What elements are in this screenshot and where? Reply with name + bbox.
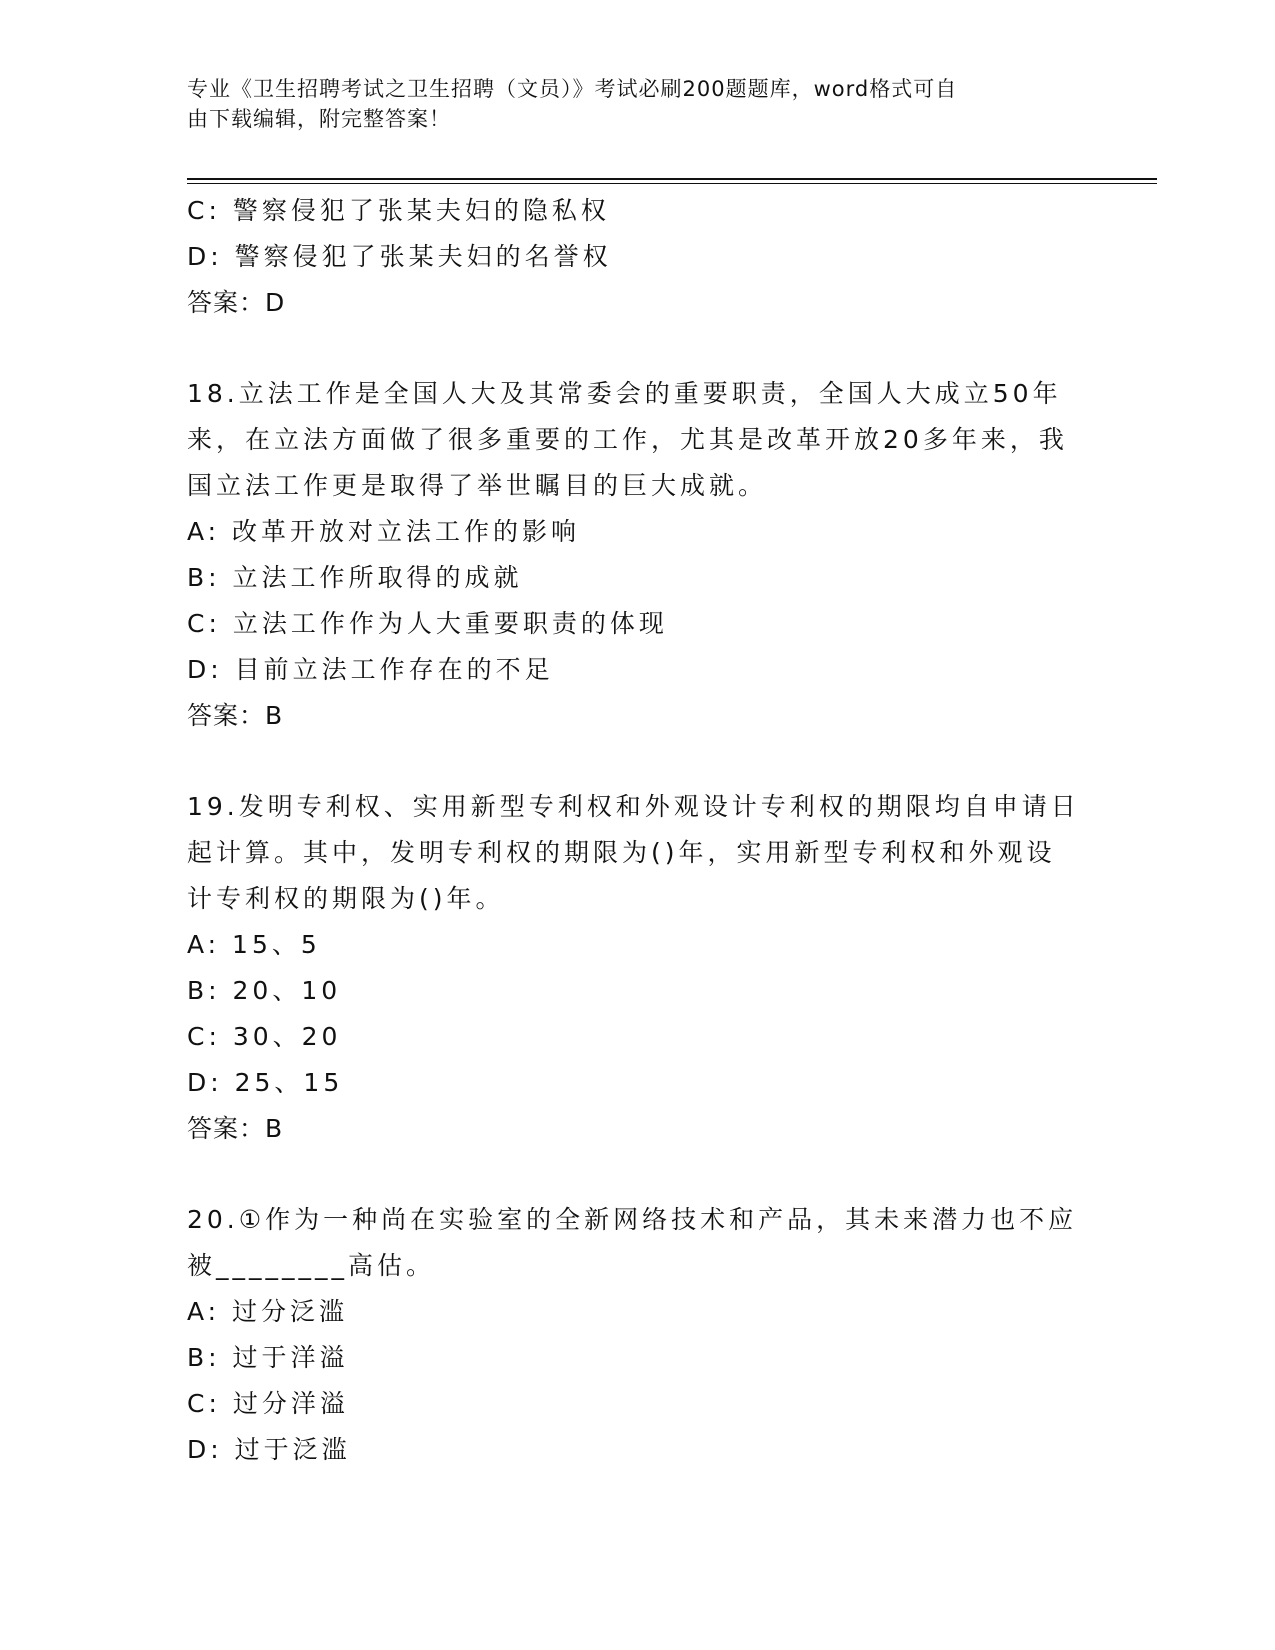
- question-19: [187, 784, 1087, 1152]
- question-gap: [187, 326, 1087, 371]
- option-c: C: 立法工作作为人大重要职责的体现: [187, 609, 668, 638]
- question-stem-line: 被________高估。: [187, 1251, 436, 1280]
- question-18: [187, 371, 1087, 739]
- option-d: D: 目前立法工作存在的不足: [187, 655, 554, 684]
- option-b: B: 立法工作所取得的成就: [187, 563, 523, 592]
- question-stem-line: 起计算。其中，发明专利权的期限为()年，实用新型专利权和外观设: [187, 838, 1056, 867]
- answer: 答案：D: [187, 288, 286, 317]
- header-rule-thick: [187, 178, 1157, 180]
- question-gap: [187, 739, 1087, 784]
- option-c: C: 警察侵犯了张某夫妇的隐私权: [187, 196, 610, 225]
- option-d: D: 警察侵犯了张某夫妇的名誉权: [187, 242, 612, 271]
- option-a: A: 过分泛滥: [187, 1297, 349, 1326]
- option-b: B: 过于洋溢: [187, 1343, 349, 1372]
- question-stem-line: 国立法工作更是取得了举世瞩目的巨大成就。: [187, 471, 768, 500]
- question-stem-line: 18.立法工作是全国人大及其常委会的重要职责，全国人大成立50年: [187, 379, 1062, 408]
- answer: 答案：B: [187, 701, 284, 730]
- option-d: D: 过于泛滥: [187, 1435, 351, 1464]
- question-stem-line: 计专利权的期限为()年。: [187, 884, 505, 913]
- question-stem-line: 20.①作为一种尚在实验室的全新网络技术和产品，其未来潜力也不应: [187, 1205, 1078, 1234]
- option-a: A: 改革开放对立法工作的影响: [187, 517, 581, 546]
- question-17: [187, 188, 1087, 326]
- option-c: C: 30、20: [187, 1022, 342, 1051]
- option-a: A: 15、5: [187, 930, 321, 959]
- document-body: [187, 188, 1087, 1473]
- question-20: [187, 1197, 1087, 1473]
- question-stem-line: 来，在立法方面做了很多重要的工作，尤其是改革开放20多年来，我: [187, 425, 1068, 454]
- header-line-1: 专业《卫生招聘考试之卫生招聘（文员）》考试必刷200题题库，word格式可自: [187, 77, 958, 101]
- page-header: [187, 74, 1067, 134]
- option-d: D: 25、15: [187, 1068, 344, 1097]
- option-b: B: 20、10: [187, 976, 342, 1005]
- header-rule-thin: [187, 183, 1157, 184]
- header-line-2: 由下载编辑，附完整答案！: [187, 107, 451, 131]
- question-gap: [187, 1152, 1087, 1197]
- question-stem-line: 19.发明专利权、实用新型专利权和外观设计专利权的期限均自申请日: [187, 792, 1080, 821]
- option-c: C: 过分洋溢: [187, 1389, 349, 1418]
- answer: 答案：B: [187, 1114, 284, 1143]
